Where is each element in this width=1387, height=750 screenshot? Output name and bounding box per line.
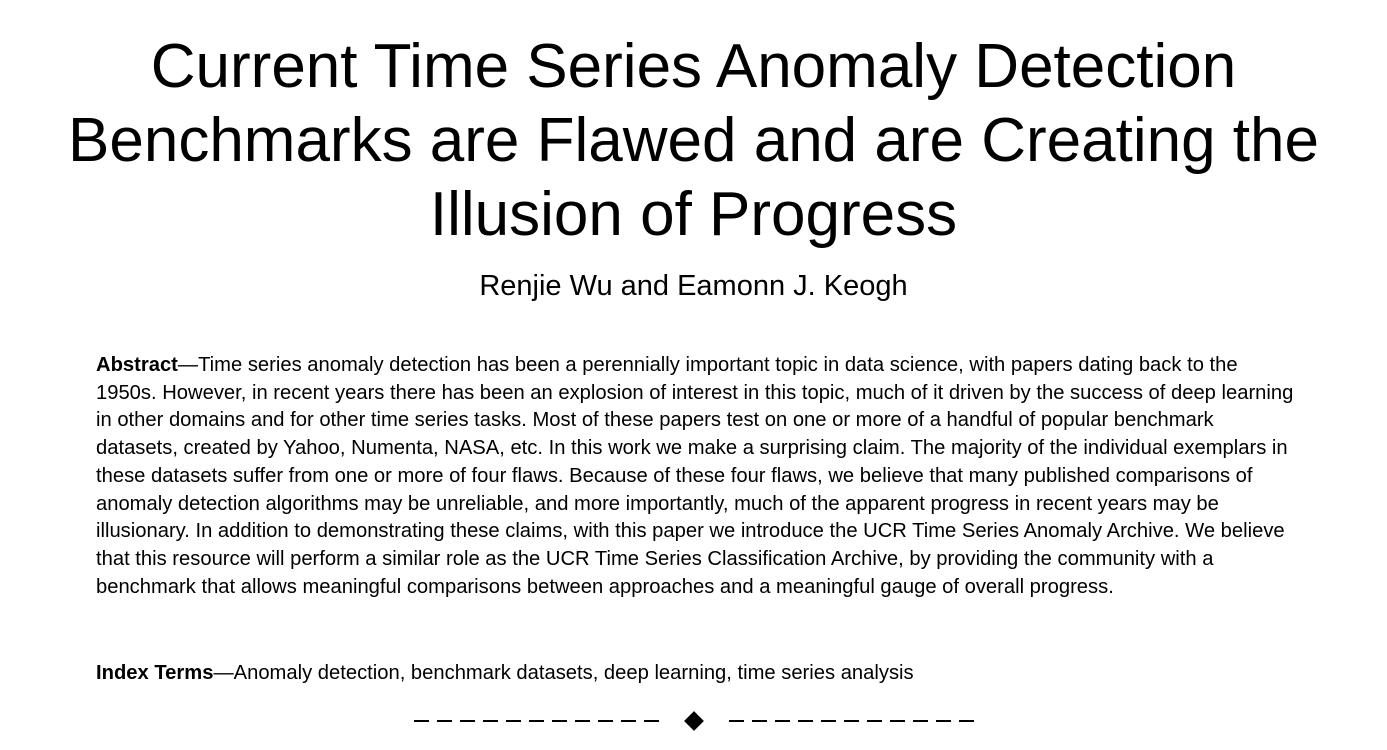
divider-dash <box>844 720 859 722</box>
divider-dash <box>575 720 590 722</box>
divider-dash <box>529 720 544 722</box>
divider-dash <box>913 720 928 722</box>
divider-dash <box>775 720 790 722</box>
divider-dash <box>729 720 744 722</box>
divider-dash <box>414 720 429 722</box>
divider-dash <box>752 720 767 722</box>
abstract-dash: — <box>177 354 199 376</box>
abstract-paragraph <box>96 352 1296 601</box>
index-terms-label: Index Terms <box>96 662 214 684</box>
divider-dash <box>867 720 882 722</box>
divider-dash <box>598 720 613 722</box>
divider-dashes-left <box>414 720 659 722</box>
index-terms-paragraph <box>96 660 1296 688</box>
diamond-shape <box>684 711 704 731</box>
divider-dash <box>936 720 951 722</box>
divider-dashes-right <box>729 720 974 722</box>
divider-dash <box>821 720 836 722</box>
paper-authors: Renjie Wu and Eamonn J. Keogh <box>479 270 908 302</box>
section-divider <box>0 704 1387 738</box>
divider-dash <box>798 720 813 722</box>
divider-dash <box>959 720 974 722</box>
divider-dash <box>506 720 521 722</box>
divider-dash <box>437 720 452 722</box>
abstract-text: Time series anomaly detection has been a perennially important topic in data science, with papers dating back to the 1950s. However, in recent years there has been an explosion of interest in this topic, much of it driven by the success of deep learning in other domains and for other time series tasks. Most of these papers test on one or more of a handful of popular benchmark datasets, created by Yahoo, Numenta, NASA, etc. In this work we make a surprising claim. The majority of the individual exemplars in these datasets suffer from one or more of four flaws. Because of these four flaws, we believe that many published comparisons of anomaly detection algorithms may be unreliable, and more importantly, much of the apparent progress in recent years may be illusionary. In addition to demonstrating these claims, with this paper we introduce the UCR Time Series Anomaly Archive. We believe that this resource will perform a similar role as the UCR Time Series Classification Archive, by providing the community with a benchmark that allows meaningful comparisons between approaches and a meaningful gauge of overall progress. <box>96 354 1294 598</box>
index-terms-dash: — <box>213 662 234 684</box>
divider-dash <box>552 720 567 722</box>
paper-title: Current Time Series Anomaly Detection Benchmarks are Flawed and are Creating the Illusion of Progress <box>68 32 1319 249</box>
index-terms-text: Anomaly detection, benchmark datasets, deep learning, time series analysis <box>233 662 914 684</box>
diamond-icon <box>659 714 729 728</box>
divider-dash <box>460 720 475 722</box>
abstract-label: Abstract <box>96 354 178 376</box>
divider-dash <box>644 720 659 722</box>
divider-dash <box>621 720 636 722</box>
divider-dash <box>483 720 498 722</box>
divider-dash <box>890 720 905 722</box>
